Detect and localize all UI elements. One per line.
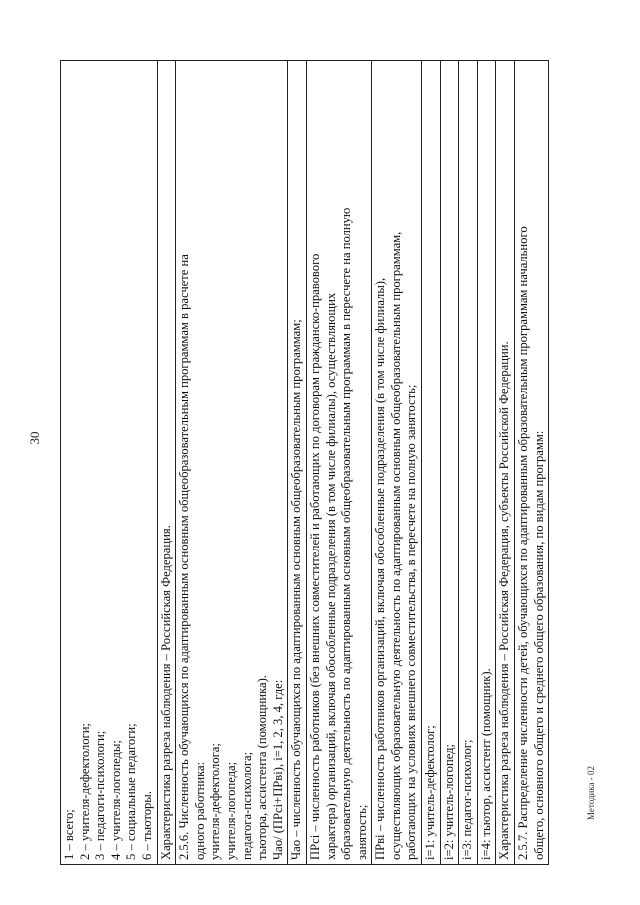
table-row bbox=[496, 61, 515, 865]
footer-note: Методика - 02 bbox=[586, 765, 596, 820]
page-number: 30 bbox=[27, 431, 42, 445]
table-cell bbox=[176, 61, 288, 865]
text-line: тьютора, ассистента (помощника). bbox=[255, 675, 270, 860]
table-cell bbox=[496, 61, 515, 865]
text-line: образовательную деятельность по адаптированным основным общеобразовательным программам в пересчете на полную bbox=[339, 207, 354, 860]
text-line: i=4: тьютор, ассистент (помощник). bbox=[478, 668, 493, 860]
text-line: Характеристика разреза наблюдения – Российская Федерация. bbox=[158, 525, 173, 860]
text-line: 1 – всего; bbox=[62, 809, 76, 860]
text-line: работающих на условиях внешнего совместительства, в пересчете на полную занятость; bbox=[404, 384, 419, 860]
text-line: педагога-психолога; bbox=[239, 751, 254, 860]
table-row bbox=[515, 61, 549, 865]
text-line: ПРвi – численность работников организаций, включая обособленные подразделения (в том числе филиалы), bbox=[373, 277, 388, 860]
table-cell bbox=[477, 61, 496, 865]
table-row bbox=[477, 61, 496, 865]
text-line: учителя-дефектолога; bbox=[208, 743, 223, 860]
text-line: общего, основного общего и среднего общего образования, по видам программ: bbox=[531, 430, 546, 860]
table-cell bbox=[372, 61, 422, 865]
text-line: одного работника: bbox=[192, 761, 207, 860]
table-row bbox=[459, 61, 478, 865]
table-row bbox=[440, 61, 459, 865]
text-line: ПРсi – численность работников (без внешних совместителей и работающих по договорам гражданско-правового bbox=[307, 253, 322, 860]
table-row bbox=[157, 61, 176, 865]
text-line: характера) организаций, включая обособленные подразделения (в том числе филиалы), осуществляющих bbox=[323, 292, 338, 860]
table-row bbox=[372, 61, 422, 865]
text-line: осуществляющих образовательную деятельность по адаптированным основным общеобразовательным программам, bbox=[388, 231, 403, 860]
table-cell bbox=[157, 61, 176, 865]
text-line: 4 – учителя-логопеды; bbox=[108, 740, 123, 860]
text-line: 6 – тьюторы. bbox=[139, 791, 154, 860]
text-line: 2 – учителя-дефектологи; bbox=[77, 723, 92, 860]
text-line: 5 – социальные педагоги; bbox=[124, 723, 139, 860]
text-line: учителя-логопеда; bbox=[223, 761, 238, 860]
table-cell bbox=[306, 61, 371, 865]
rotated-page-content bbox=[60, 60, 570, 865]
text-line: Чао/ (ПРсi+ПРвi), i=1, 2, 3, 4, где: bbox=[270, 679, 285, 860]
text-line: 2.5.6. Численность обучающихся по адаптированным основным общеобразовательным программам в расчете на bbox=[177, 254, 192, 860]
text-line: i=3: педагог-психолог; bbox=[460, 739, 475, 860]
text-line: Характеристика разреза наблюдения – Российская Федерация, субъекты Российской Федерации. bbox=[497, 341, 512, 860]
table-row bbox=[306, 61, 371, 865]
table-row bbox=[61, 61, 158, 865]
table-cell bbox=[61, 61, 158, 865]
table-cell bbox=[459, 61, 478, 865]
table-cell bbox=[422, 61, 441, 865]
text-line: i=2: учитель-логопед; bbox=[441, 743, 456, 860]
text-line: 3 – педагоги-психологи; bbox=[93, 730, 108, 860]
text-line: Чао – численность обучающихся по адаптированным основным общеобразовательным программам; bbox=[289, 319, 304, 860]
methodology-table bbox=[60, 60, 549, 865]
table-cell bbox=[515, 61, 549, 865]
text-line: занятость; bbox=[354, 804, 369, 860]
table-row bbox=[422, 61, 441, 865]
table-row bbox=[176, 61, 288, 865]
table-cell bbox=[440, 61, 459, 865]
text-line: i=1: учитель-дефектолог; bbox=[423, 725, 438, 860]
text-line: 2.5.7. Распределение численности детей, обучающихся по адаптированным образовательным программам начального bbox=[516, 226, 531, 860]
table-row bbox=[288, 61, 307, 865]
table-cell bbox=[288, 61, 307, 865]
